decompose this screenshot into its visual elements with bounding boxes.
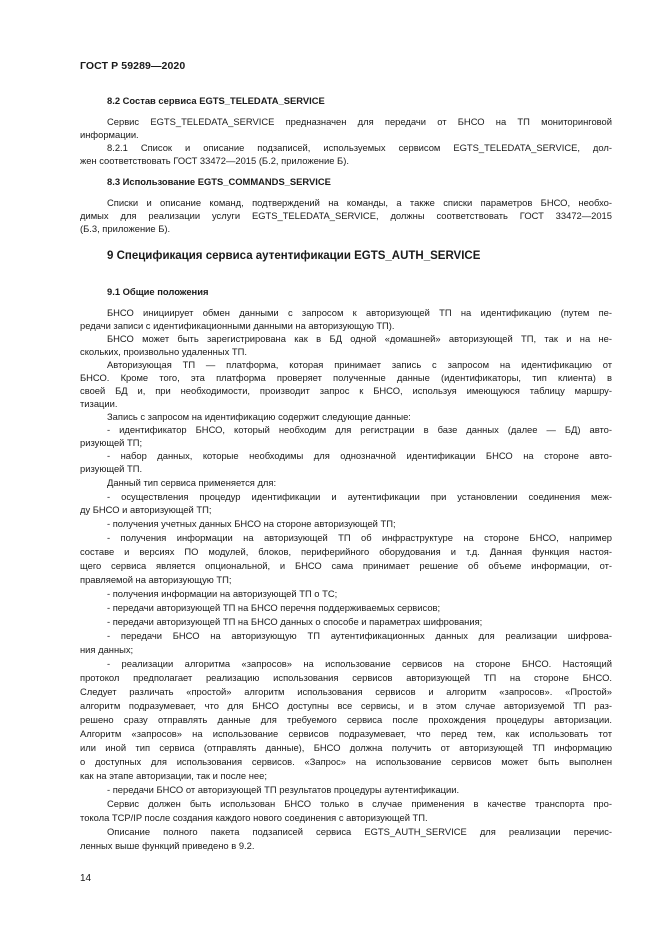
text-line: Сервис должен быть использован БНСО только в случае применения в качестве транспорта про- — [107, 798, 612, 809]
text-line: информации. — [80, 129, 139, 140]
section-heading: 8.2 Состав сервиса EGTS_TELEDATA_SERVICE — [107, 95, 325, 106]
text-line: ния данных; — [80, 644, 134, 655]
text-line: - получения информации на авторизующей ТП об инфраструктуре на стороне БНСО, например — [107, 532, 612, 543]
text-line: - получения учетных данных БНСО на стороне авторизующей ТП; — [107, 518, 396, 529]
section-heading: 8.3 Использование EGTS_COMMANDS_SERVICE — [107, 176, 331, 187]
text-line: БНСО может быть зарегистрирована как в БД одной «домашней» авторизующей ТП, так и на не- — [107, 333, 612, 344]
text-line: решено сразу отправлять данные для требуемого сервиса после прохождения процедуры авторизации. — [80, 714, 612, 725]
text-line: ризующей ТП; — [80, 437, 143, 448]
text-line: Запись с запросом на идентификацию содержит следующие данные: — [107, 411, 411, 422]
text-line: - передачи авторизующей ТП на БНСО перечня поддерживаемых сервисов; — [107, 602, 441, 613]
text-line: токола TCP/IP после создания каждого нового соединения с авторизующей ТП. — [80, 812, 428, 823]
text-line: - передачи авторизующей ТП на БНСО данных о способе и параметрах шифрования; — [107, 616, 483, 627]
text-line: димых для реализации услуги EGTS_TELEDATA_SERVICE, должны соответствовать ГОСТ 33472—2015 — [80, 210, 612, 221]
text-line: Сервис EGTS_TELEDATA_SERVICE предназначен для передачи от БНСО на ТП мониторинговой — [107, 116, 612, 127]
text-line: редачи записи с идентификационными данными на авторизующую ТП). — [80, 320, 395, 331]
text-line: - передачи БНСО от авторизующей ТП результатов процедуры аутентификации. — [107, 784, 460, 795]
text-line: щего сервиса является опциональной, и БНСО сама принимает решение об объеме информации, от- — [80, 560, 612, 571]
section-heading: 9.1 Общие положения — [107, 286, 209, 297]
document-header: ГОСТ Р 59289—2020 — [80, 60, 186, 72]
text-line: скольких, произвольно удаленных ТП. — [80, 346, 247, 357]
text-line: протокол предполагает реализацию использования сервисов авторизующей ТП на стороне БНСО. — [80, 672, 612, 683]
text-line: - осуществления процедур идентификации и аутентификации при установлении соединения меж- — [107, 491, 612, 502]
text-line: ризующей ТП. — [80, 463, 143, 474]
text-line: (Б.3, приложение Б). — [80, 223, 171, 234]
text-line: - реализации алгоритма «запросов» на использование сервисов на стороне БНСО. Настоящий — [107, 658, 612, 669]
text-line: Данный тип сервиса применяется для: — [107, 477, 277, 488]
text-line: о доступных для использования сервисов. «Запрос» на использование сервисов может быть выполнен — [80, 756, 612, 767]
text-line: Описание полного пакета подзаписей сервиса EGTS_AUTH_SERVICE для реализации перечис- — [107, 826, 612, 837]
text-line: тизации. — [80, 398, 118, 409]
text-line: алгоритм подразумевает, что для БНСО доступны все сервисы, и в этом случае авторизуемой ТП раз- — [80, 700, 612, 711]
text-line: или иной тип сервиса (отправлять данные), БНСО должна получить от авторизующей ТП информацию — [80, 742, 612, 753]
text-line: - получения информации на авторизующей ТП о ТС; — [107, 588, 338, 599]
text-line: правляемой на авторизующую ТП; — [80, 574, 232, 585]
text-line: как на этапе авторизации, так и после нее; — [80, 770, 267, 781]
text-line: - набор данных, которые необходимы для однозначной идентификации БНСО на стороне авто- — [107, 450, 612, 461]
text-line: Списки и описание команд, подтверждений на команды, а также списки параметров БНСО, необхо- — [107, 197, 612, 208]
text-line: 8.2.1 Список и описание подзаписей, используемых сервисом EGTS_TELEDATA_SERVICE, дол- — [107, 142, 612, 153]
text-line: - идентификатор БНСО, который необходим для регистрации в базе данных (далее — БД) авто- — [107, 424, 612, 435]
text-line: своей БД и, при необходимости, производит запрос к БНСО, используя имеющуюся таблицу маршру- — [80, 385, 612, 396]
text-line: БНСО. Кроме того, эта платформа проверяет полученные данные (идентификаторы, тип клиента) в — [80, 372, 612, 383]
section-heading: 9 Спецификация сервиса аутентификации EGTS_AUTH_SERVICE — [107, 250, 481, 262]
text-line: Авторизующая ТП — платформа, которая принимает запись с запросом на идентификацию от — [107, 359, 612, 370]
text-line: ленных выше функций приведено в 9.2. — [80, 840, 255, 851]
text-line: жен соответствовать ГОСТ 33472—2015 (Б.2, приложение Б). — [80, 155, 349, 166]
text-line: Алгоритм «запросов» на использование сервисов подразумевает, что перед тем, как использовать тот — [80, 728, 612, 739]
text-line: ду БНСО и авторизующей ТП; — [80, 504, 212, 515]
text-line: составе и версиях ПО модулей, блоков, периферийного оборудования и т.д. Данная функция настоя- — [80, 546, 612, 557]
text-line: БНСО инициирует обмен данными с запросом к авторизующей ТП на идентификацию (путем пе- — [107, 307, 612, 318]
page-number: 14 — [80, 873, 92, 884]
text-line: Следует различать «простой» алгоритм использования сервисов и алгоритм «запросов». «Простой» — [80, 686, 612, 697]
text-line: - передачи БНСО на авторизующую ТП аутентификационных данных для реализации шифрова- — [107, 630, 612, 641]
